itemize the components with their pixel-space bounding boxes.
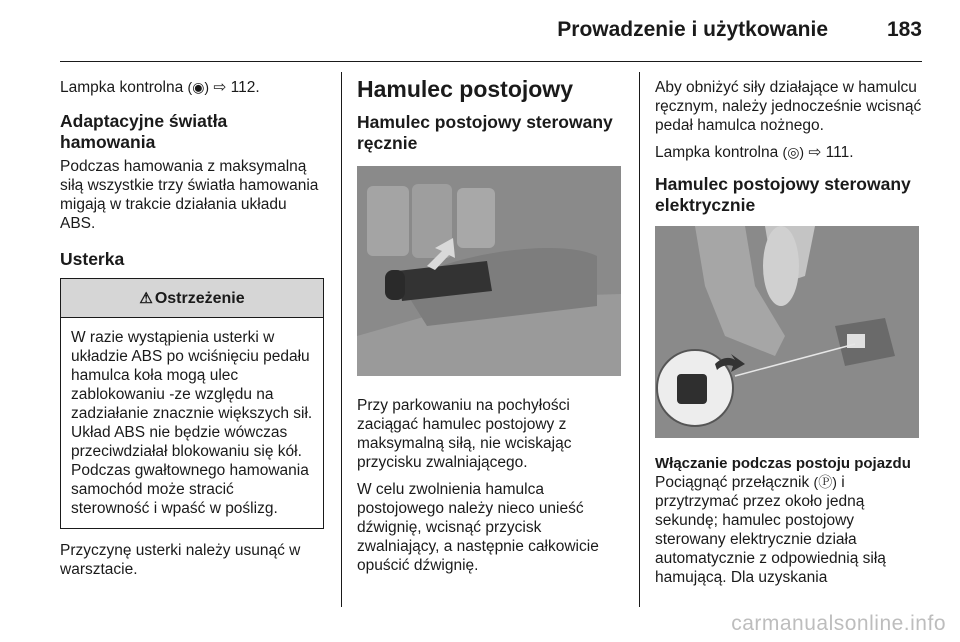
heading-manual-brake: Hamulec postojowy sterowany ręcznie: [357, 112, 613, 153]
page-ref: ⇨ 112.: [213, 79, 260, 96]
handbrake-illustration: [357, 166, 621, 376]
warning-triangle-icon: ⚠: [139, 289, 153, 307]
page-number: 183: [886, 18, 922, 41]
warning-header: [61, 279, 323, 318]
paragraph-fault: Przyczynę usterki należy usunąć w warsztacie.: [60, 542, 301, 578]
column-2: [357, 72, 623, 583]
paragraph-manual-2: W celu zwolnienia hamulca postojowego należy nieco unieść dźwignię, wcisnąć przycisk zwalniający, a następnie całkowicie opuścić dźwignię.: [357, 481, 599, 574]
column-divider-1: [341, 72, 342, 607]
column-3: [655, 72, 923, 595]
column-1: [60, 72, 324, 587]
watermark: carmanualsonline.info: [731, 612, 946, 635]
column-divider-2: [639, 72, 640, 607]
heading-adaptive-lights: Adaptacyjne światła hamowania: [60, 111, 228, 152]
warning-title: Ostrzeżenie: [154, 289, 245, 307]
paragraph-reduce-force: Aby obniżyć siły działające w hamulcu ręcznym, należy jednocześnie wcisnąć pedał hamulca nożnego.: [655, 79, 922, 134]
abs-icon: (◉): [187, 79, 210, 95]
subheading-engage: Włączanie podczas postoju pojazdu: [655, 455, 911, 472]
electric-brake-drawing: [655, 226, 919, 438]
heading-parking-brake: Hamulec postojowy: [357, 76, 573, 102]
page-header: [0, 0, 960, 60]
warning-body: W razie wystąpienia usterki w układzie ABS po wciśnięciu pedału hamulca koła mogą ulec zablokowaniu -ze względu na zadziałanie znacznie większych sił. Układ ABS nie będzie wówczas przeciwdziałał blokowaniu się kół. Podczas gwałtownego hamowania samochód może stracić sterowność i wpaść w poślizg.: [71, 329, 313, 517]
brake-icon: (◎): [782, 144, 805, 160]
park-brake-icon: (Ⓟ): [813, 474, 837, 490]
chapter-title: Prowadzenie i użytkowanie: [557, 18, 828, 41]
handbrake-drawing: [357, 166, 621, 376]
lamp-text: Lampka kontrolna: [655, 144, 779, 161]
warning-box: [60, 278, 324, 529]
paragraph-manual-1: Przy parkowaniu na pochyłości zaciągać hamulec postojowy z maksymalną siłą, nie wciskając przycisku zwalniającego.: [357, 397, 572, 471]
abs-lamp-line: [60, 78, 324, 97]
electric-brake-illustration: [655, 226, 919, 438]
header-rule: [60, 61, 922, 62]
paragraph-adaptive: Podczas hamowania z maksymalną siłą wszystkie trzy światła hamowania migają w trakcie działania układu ABS.: [60, 158, 319, 232]
paragraph-engage: [655, 473, 923, 587]
engage-text-a: Pociągnąć przełącznik: [655, 474, 810, 491]
lamp-text: Lampka kontrolna: [60, 79, 184, 96]
heading-fault: Usterka: [60, 249, 125, 269]
brake-lamp-line: [655, 143, 923, 162]
heading-electric-brake: Hamulec postojowy sterowany elektrycznie: [655, 174, 911, 215]
engage-text-b: i przytrzymać przez około jedną sekundę; hamulec postojowy sterowany elektrycznie działa automatycznie z odpowiednią siłą hamującą. Dla uzyskania: [655, 474, 886, 586]
page-ref: ⇨ 111.: [808, 144, 854, 161]
